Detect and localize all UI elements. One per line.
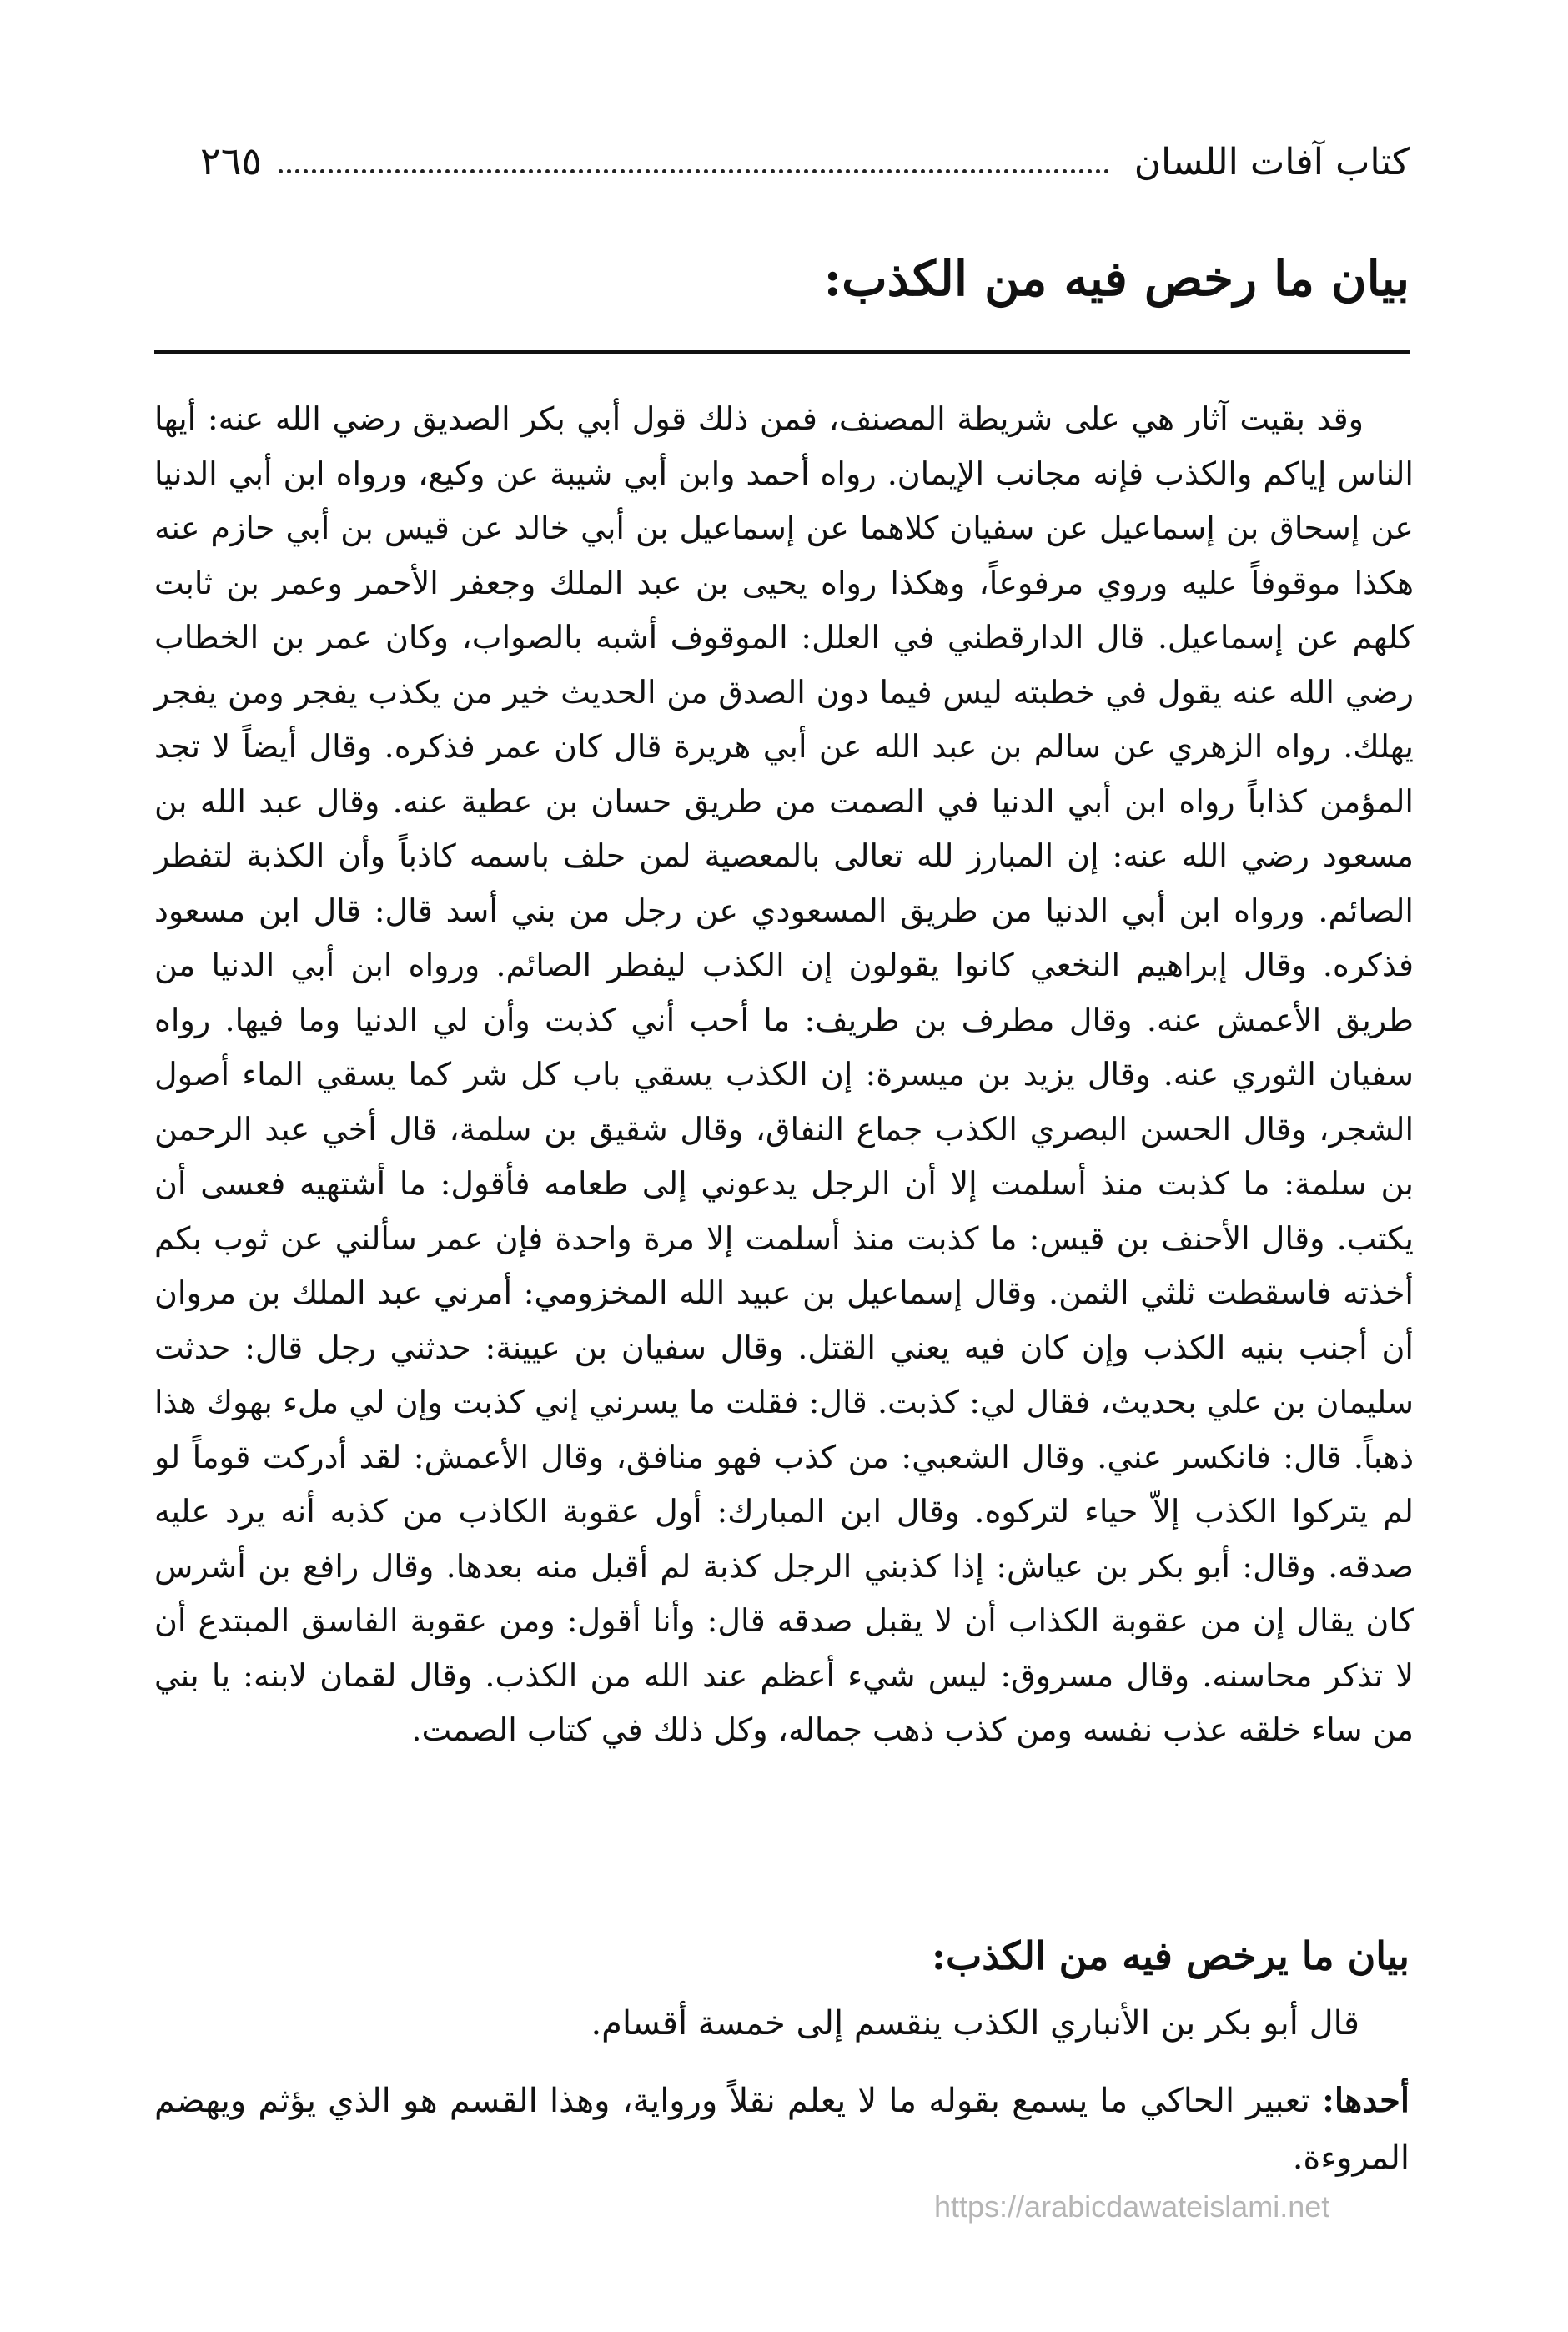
main-paragraph: وقد بقيت آثار هي على شريطة المصنف، فمن ذلك قول أبي بكر الصديق رضي الله عنه: أيها الناس إياكم والكذب فإنه مجانب الإيمان. رواه أحمد وابن أبي شيبة عن وكيع، ورواه ابن أبي الدنيا عن إسحاق بن إسماعيل عن سفيان كلاهما عن إسماعيل بن أبي خالد عن قيس بن أبي حازم عنه هكذا موقوفاً عليه وروي مرفوعاً، وهكذا رواه يحيى بن عبد الملك وجعفر الأحمر وعمر بن ثابت كلهم عن إسماعيل. قال الدارقطني في العلل: الموقوف أشبه بالصواب، وكان عمر بن الخطاب رضي الله عنه يقول في خطبته ليس فيما دون الصدق من الحديث خير من يكذب يفجر ومن يفجر يهلك. رواه الزهري عن سالم بن عبد الله عن أبي هريرة قال كان عمر فذكره. وقال أيضاً لا تجد المؤمن كذاباً رواه ابن أبي الدنيا في الصمت من طريق حسان بن عطية عنه. وقال عبد الله بن مسعود رضي الله عنه: إن المبارز لله تعالى بالمعصية لمن حلف باسمه كاذباً وأن الكذبة لتفطر الصائم. ورواه ابن أبي الدنيا من طريق المسعودي عن رجل من بني أسد قال: قال ابن مسعود فذكره. وقال إبراهيم النخعي كانوا يقولون إن الكذب ليفطر الصائم. ورواه ابن أبي الدنيا من طريق الأعمش عنه. وقال مطرف بن طريف: ما أحب أني كذبت وأن لي الدنيا وما فيها. رواه سفيان الثوري عنه. وقال يزيد بن ميسرة: إن الكذب يسقي باب كل شر كما يسقي الماء أصول الشجر، وقال الحسن البصري الكذب جماع النفاق، وقال شقيق بن سلمة، قال أخي عبد الرحمن بن سلمة: ما كذبت منذ أسلمت إلا أن الرجل يدعوني إلى طعامه فأقول: ما أشتهيه فعسى أن يكتب. وقال الأحنف بن قيس: ما كذبت منذ أسلمت إلا مرة واحدة فإن عمر سألني عن ثوب بكم أخذته فاسقطت ثلثي الثمن. وقال إسماعيل بن عبيد الله المخزومي: أمرني عبد الملك بن مروان أن أجنب بنيه الكذب وإن كان فيه يعني القتل. وقال سفيان بن عيينة: حدثني رجل قال: حدثت سليمان بن علي بحديث، فقال لي: كذبت. قال: فقلت ما يسرني إني كذبت وإن لي ملء بهوك هذا ذهباً. قال: فانكسر عني. وقال الشعبي: من كذب فهو منافق، وقال الأعمش: لقد أدركت قوماً لو لم يتركوا الكذب إلاّ حياء لتركوه. وقال ابن المبارك: أول عقوبة الكاذب من كذبه أنه يرد عليه صدقه. وقال: أبو بكر بن عياش: إذا كذبني الرجل كذبة لم أقبل منه بعدها. وقال رافع بن أشرس كان يقال إن من عقوبة الكذاب أن لا يقبل صدقه قال: وأنا أقول: ومن عقوبة الفاسق المبتدع أن لا تذكر محاسنه. وقال مسروق: ليس شيء أعظم عند الله من الكذب. وقال لقمان لابنه: يا بني من ساء خلقه عذب نفسه ومن كذب ذهب جماله، وكل ذلك في كتاب الصمت. xyxy=(154,400,1414,1748)
paragraph-text: تعبير الحاكي ما يسمع بقوله ما لا يعلم نقلاً ورواية، وهذا القسم هو الذي يؤثم ويهضم المروءة. xyxy=(154,2082,1410,2177)
paragraph-lead: أحدها: xyxy=(1322,2081,1410,2120)
paragraph-intro: قال أبو بكر بن الأنباري الكذب ينقسم إلى خمسة أقسام. xyxy=(591,2004,1359,2043)
header-page-number: ٢٦٥ xyxy=(200,138,263,183)
running-header xyxy=(200,125,1410,183)
title-rule xyxy=(154,350,1410,354)
main-text-block xyxy=(154,392,1414,1758)
header-book-title: كتاب آفات اللسان xyxy=(1133,141,1410,183)
section-title: بيان ما رخص فيه من الكذب: xyxy=(823,250,1410,307)
watermark-url: https://arabicdawateislami.net xyxy=(934,2189,1330,2224)
subheading: بيان ما يرخص فيه من الكذب: xyxy=(931,1933,1410,1978)
header-dotted-leader xyxy=(279,169,1109,173)
paragraph-first-section xyxy=(154,2073,1410,2186)
